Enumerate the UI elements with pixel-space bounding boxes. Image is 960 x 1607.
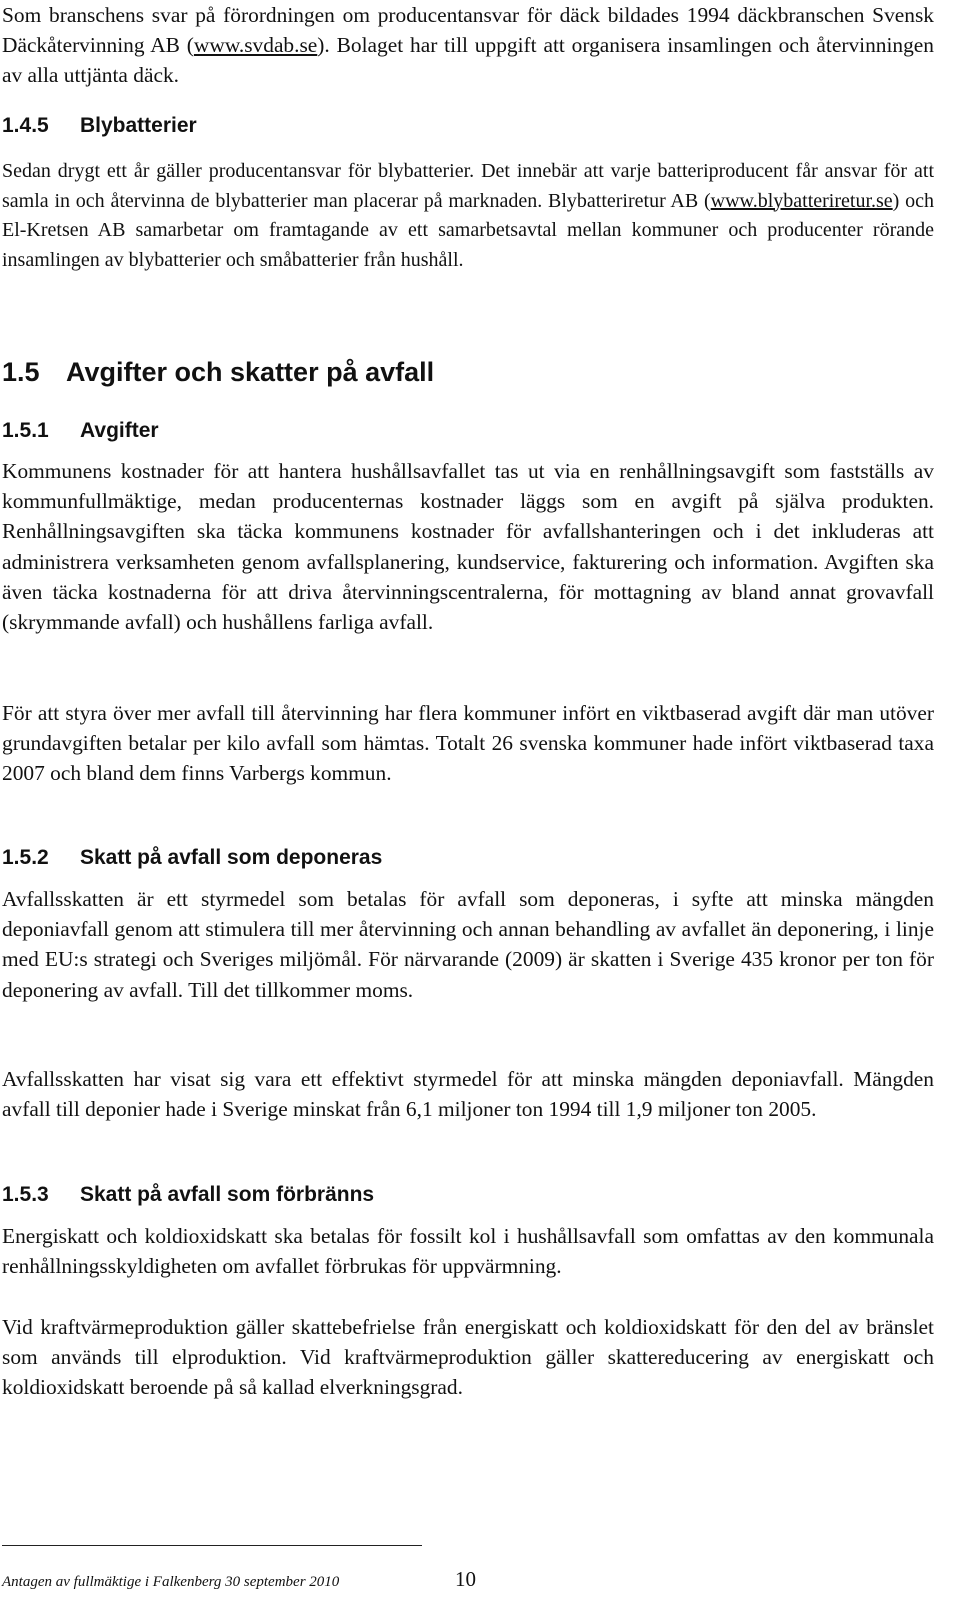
heading-title: Avgifter och skatter på avfall <box>66 357 435 387</box>
blybatterier-text-a: Sedan drygt ett år gäller producentansvar för blybatterier. Det innebär att varje batteriproducent får ansvar för att samla in och återvinna de blybatterier man placerar på marknaden. Blybatteriretur AB ( <box>2 160 934 212</box>
section-1-5-1-paragraph-1: Kommunens kostnader för att hantera hushållsavfallet tas ut via en renhållningsavgift som fastställs av kommunfullmäktige, medan producenternas kostnader läggs som en avgift på själva produkten. Renhållningsavgiften ska täcka kommunens kostnader för avfallshanteringen och i det inkluderas att administrera verksamheten genom avfallsplanering, kundservice, fakturering och information. Avgiften ska även täcka kostnaderna för att driva återvinningscentralerna, för mottagning av bland annat grovavfall (skrymmande avfall) och hushållens farliga avfall. <box>2 459 934 635</box>
heading-number: 1.5.3 <box>2 1183 49 1206</box>
heading-title: Skatt på avfall som deponeras <box>80 846 383 869</box>
heading-number: 1.5.2 <box>2 846 49 869</box>
section-1-5-1-heading <box>2 419 934 443</box>
blybatterier-text-b: ) och El-Kretsen AB samarbetar om framtagande av ett samarbetsavtal mellan kommuner och producenter rörande insamlingen av blybatterier och småbatterier från hushåll. <box>2 189 934 271</box>
intro-text-a: Som branschens svar på förordningen om producentansvar för däck bildades 1994 däckbranschen Svensk Däckåtervinning AB ( <box>2 3 934 58</box>
section-1-5-2-heading <box>2 846 934 870</box>
section-1-5-2-paragraph-2: Avfallsskatten har visat sig vara ett effektivt styrmedel för att minska mängden deponiavfall. Mängden avfall till deponier hade i Sverige minskat från 6,1 miljoner ton 1994 till 1,9 miljoner ton 2005. <box>2 1067 934 1122</box>
section-1-5-3-heading <box>2 1183 934 1207</box>
section-1-5-3-paragraph-1: Energiskatt och koldioxidskatt ska betalas för fossilt kol i hushållsavfall som omfattas av den kommunala renhållningsskyldigheten om avfallet förbrukas för uppvärmning. <box>2 1224 934 1279</box>
intro-text-b: ). Bolaget har till uppgift att organisera insamlingen och återvinningen av alla uttjänta däck. <box>2 33 934 88</box>
section-1-4-5-paragraph <box>2 157 934 275</box>
blybatteriretur-link[interactable]: www.blybatteriretur.se <box>710 189 893 212</box>
heading-title: Skatt på avfall som förbränns <box>80 1183 375 1206</box>
footer-divider <box>2 1545 422 1546</box>
heading-number: 1.5.1 <box>2 419 49 442</box>
section-1-4-5-heading <box>2 114 934 138</box>
section-1-5-heading <box>2 357 934 388</box>
section-1-5-1-paragraph-2: För att styra över mer avfall till återvinning har flera kommuner infört en viktbaserad avgift där man utöver grundavgiften betalar per kilo avfall som hämtas. Totalt 26 svenska kommuner hade infört viktbaserad taxa 2007 och bland dem finns Varbergs kommun. <box>2 701 934 786</box>
svdab-link[interactable]: www.svdab.se <box>193 33 318 58</box>
heading-title: Blybatterier <box>80 114 197 137</box>
heading-number: 1.4.5 <box>2 114 49 137</box>
section-1-5-3-paragraph-2: Vid kraftvärmeproduktion gäller skattebefrielse från energiskatt och koldioxidskatt för den del av bränslet som används till elproduktion. Vid kraftvärmeproduktion gäller skattereducering av energiskatt och koldioxidskatt beroende på så kallad elverkningsgrad. <box>2 1315 934 1400</box>
intro-paragraph <box>2 0 934 91</box>
heading-title: Avgifter <box>80 419 159 442</box>
section-1-5-2-paragraph-1: Avfallsskatten är ett styrmedel som betalas för avfall som deponeras, i syfte att minska mängden deponiavfall genom att stimulera till mer återvinning och annan behandling av avfallet än deponering, i linje med EU:s strategi och Sveriges miljömål. För närvarande (2009) är skatten i Sverige 435 kronor per ton för deponering av avfall. Till det tillkommer moms. <box>2 887 934 1002</box>
page-number: 10 <box>455 1567 476 1591</box>
footer-text: Antagen av fullmäktige i Falkenberg 30 september 2010 <box>2 1574 340 1590</box>
heading-number: 1.5 <box>2 357 40 387</box>
